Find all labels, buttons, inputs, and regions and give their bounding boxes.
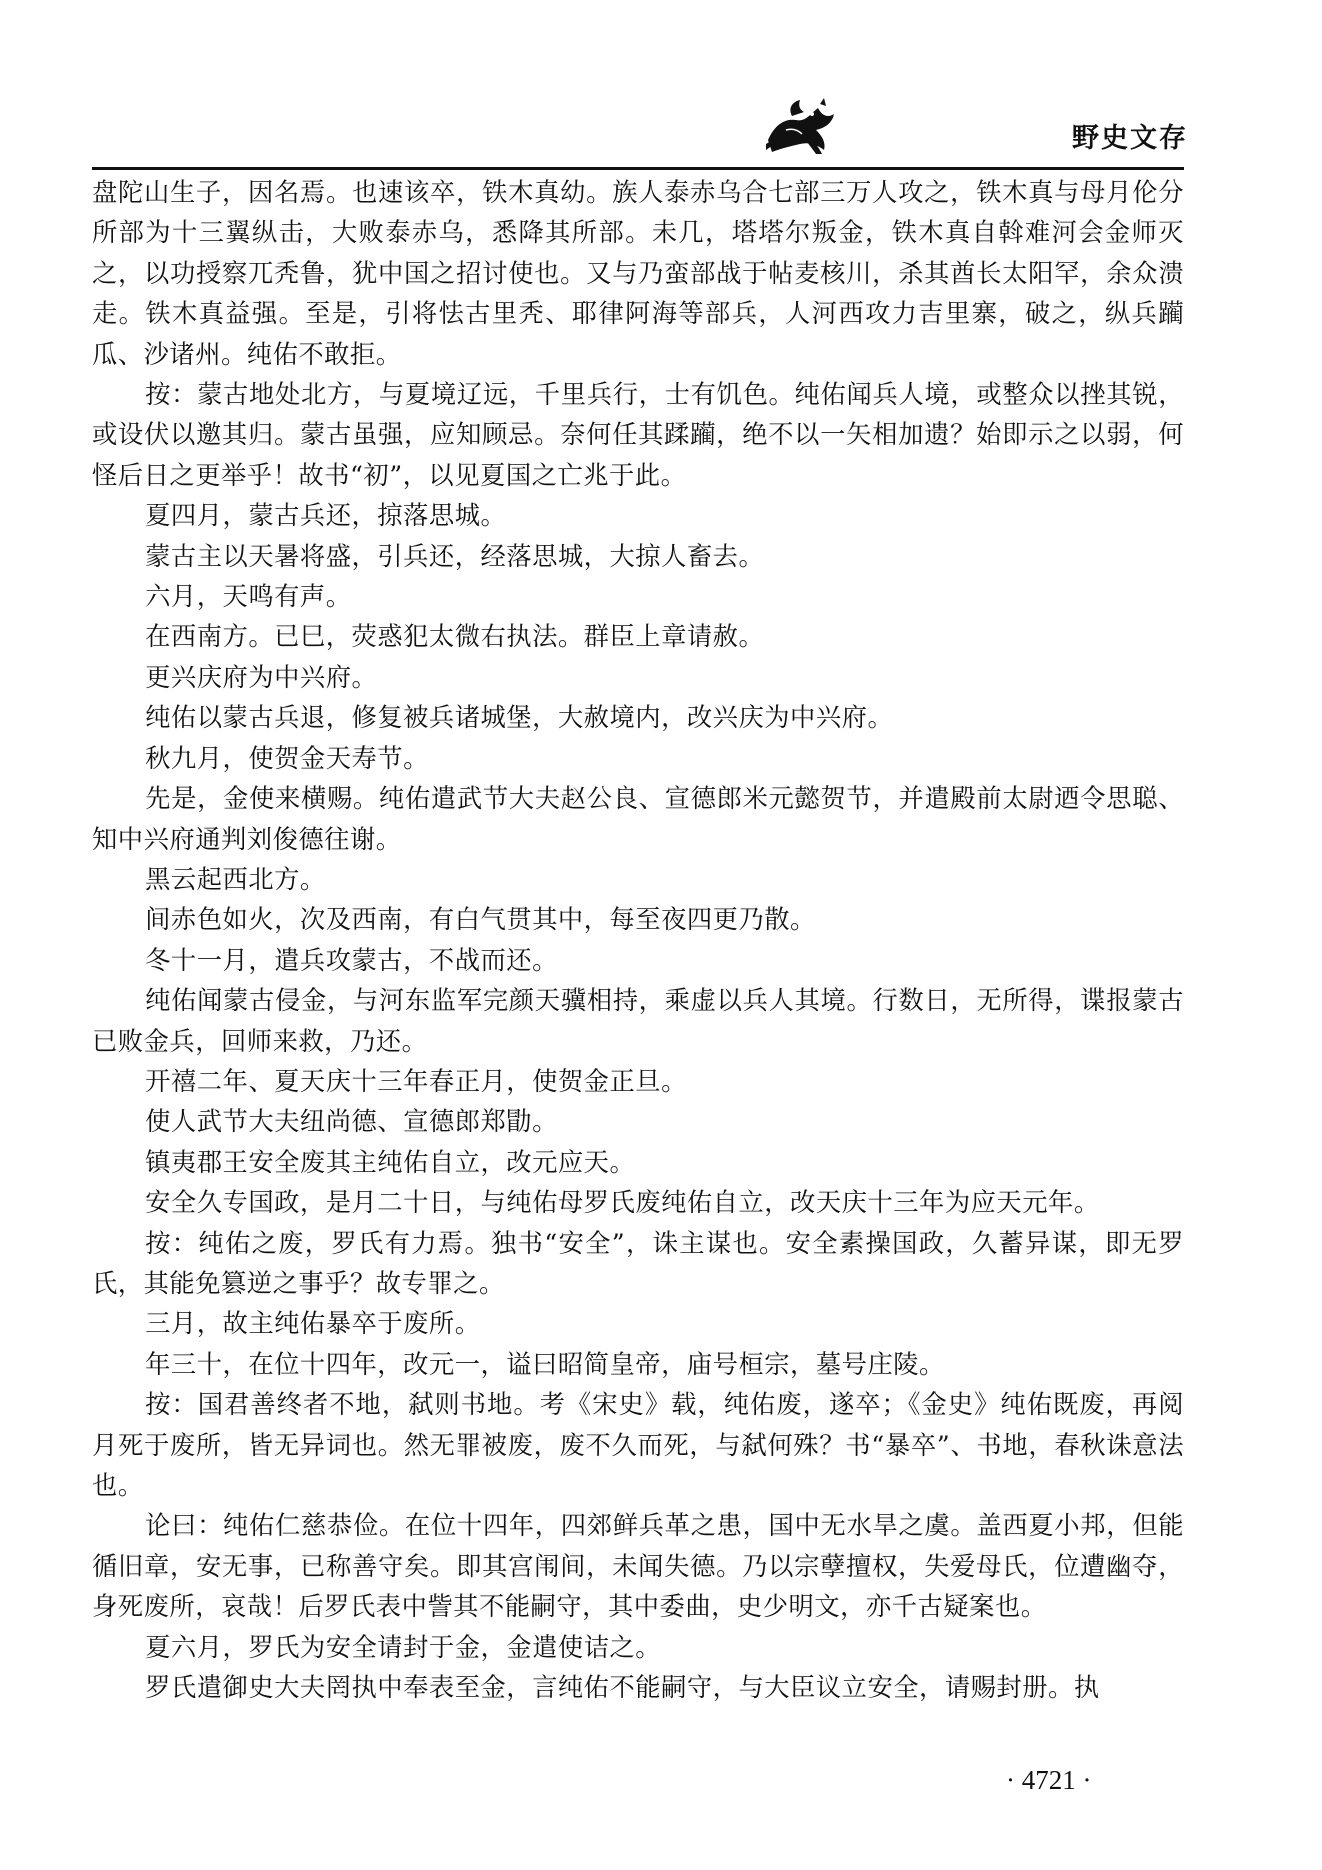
paragraph: 按：蒙古地处北方，与夏境辽远，千里兵行，士有饥色。纯佑闻兵人境，或整众以挫其锐，或设伏以邀其归。蒙古虽强，应知顾忌。奈何任其蹂躏，绝不以一矢相加遗？始即示之以弱，何怪后日之更举乎！故书“初”，以见夏国之亡兆于此。	[92, 380, 1184, 490]
page-header	[0, 0, 1322, 180]
paragraph: 在西南方。已巳，荧惑犯太微右执法。群臣上章请赦。	[145, 622, 765, 652]
paragraph: 罗氏遣御史大夫罔执中奉表至金，言纯佑不能嗣守，与大臣议立安全，请赐封册。执	[145, 1673, 1100, 1703]
paragraph: 三月，故主纯佑暴卒于废所。	[145, 1309, 481, 1339]
paragraph: 纯佑以蒙古兵退，修复被兵诸城堡，大赦境内，改兴庆为中兴府。	[145, 703, 894, 733]
paragraph: 论曰：纯佑仁慈恭俭。在位十四年，四郊鲜兵革之患，国中无水旱之虞。盖西夏小邦，但能循旧章，安无事，已称善守矣。即其宫闱间，未闻失德。乃以宗孽擅权，失爱母氏，位遭幽夺，身死废所，哀哉！后罗氏表中訾其不能嗣守，其中委曲，史少明文，亦千古疑案也。	[92, 1511, 1184, 1622]
paragraph: 纯佑闻蒙古侵金，与河东监军完颜天骥相持，乘虚以兵人其境。行数日，无所得，谍报蒙古已败金兵，回师来救，乃还。	[92, 986, 1184, 1056]
dragon-emblem-icon	[762, 96, 840, 156]
paragraph: 按：国君善终者不地，弑则书地。考《宋史》载，纯佑废，遂卒；《金史》纯佑既废，再阅月死于废所，皆无异词也。然无罪被废，废不久而死，与弑何殊？书“暴卒”、书地，春秋诛意法也。	[92, 1390, 1184, 1500]
paragraph: 夏六月，罗氏为安全请封于金，金遣使诘之。	[145, 1632, 662, 1662]
page-number: · 4721 ·	[1006, 1765, 1092, 1795]
header-rule	[92, 167, 1184, 170]
paragraph: 安全久专国政，是月二十日，与纯佑母罗氏废纯佑自立，改天庆十三年为应天元年。	[145, 1188, 1100, 1218]
running-title: 野史文存	[1072, 123, 1188, 154]
paragraph: 黑云起西北方。	[145, 864, 326, 894]
paragraph: 使人武节大夫纽尚德、宣德郎郑勖。	[145, 1107, 558, 1137]
paragraph: 更兴庆府为中兴府。	[145, 662, 378, 692]
body-text	[92, 173, 1184, 1708]
paragraph: 冬十一月，遣兵攻蒙古，不战而还。	[145, 945, 558, 975]
paragraph: 间赤色如火，次及西南，有白气贯其中，每至夜四更乃散。	[145, 905, 816, 935]
paragraph: 开禧二年、夏天庆十三年春正月，使贺金正旦。	[145, 1066, 687, 1096]
paragraph: 蒙古主以天暑将盛，引兵还，经落思城，大掠人畜去。	[145, 541, 765, 571]
paragraph: 夏四月，蒙古兵还，掠落思城。	[145, 501, 507, 531]
paragraph: 按：纯佑之废，罗氏有力焉。独书“安全”，诛主谋也。安全素操国政，久蓄异谋，即无罗氏，其能免篡逆之事乎？故专罪之。	[92, 1228, 1184, 1298]
paragraph: 盘陀山生子，因名焉。也速该卒，铁木真幼。族人泰赤乌合七部三万人攻之，铁木真与母月伦分所部为十三翼纵击，大败泰赤乌，悉降其所部。未几，塔塔尔叛金，铁木真自斡难河会金师灭之，以功授察兀秃鲁，犹中国之招讨使也。又与乃蛮部战于帖麦核川，杀其酋长太阳罕，余众溃走。铁木真益强。至是，引将怯古里秃、耶律阿海等部兵，人河西攻力吉里寨，破之，纵兵躏瓜、沙诸州。纯佑不敢拒。	[92, 178, 1184, 369]
paragraph: 秋九月，使贺金天寿节。	[145, 743, 429, 773]
paragraph: 年三十，在位十四年，改元一，谥曰昭简皇帝，庙号桓宗，墓号庄陵。	[145, 1349, 945, 1379]
paragraph: 先是，金使来横赐。纯佑遣武节大夫赵公良、宣德郎米元懿贺节，并遣殿前太尉迺令思聪、知中兴府通判刘俊德往谢。	[92, 784, 1184, 854]
paragraph: 镇夷郡王安全废其主纯佑自立，改元应天。	[145, 1147, 636, 1177]
paragraph: 六月，天鸣有声。	[145, 582, 352, 612]
